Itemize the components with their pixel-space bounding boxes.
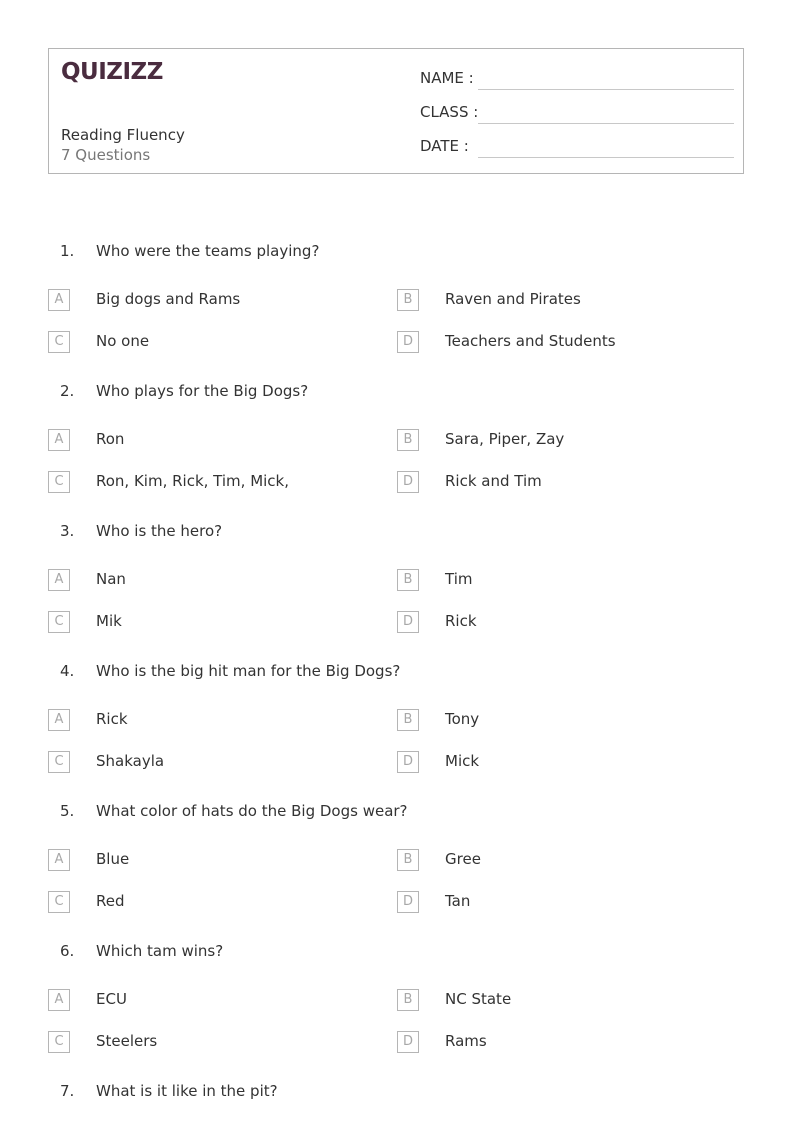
q6-option-b[interactable] (397, 989, 737, 1013)
option-letter-box[interactable]: A (48, 709, 70, 731)
class-field[interactable] (420, 103, 734, 123)
question-count: 7 Questions (61, 146, 151, 164)
question-number: 7. (60, 1082, 75, 1100)
q2-option-a[interactable] (48, 429, 388, 453)
option-letter-box[interactable]: A (48, 289, 70, 311)
question-text: Who were the teams playing? (96, 242, 320, 260)
q4-option-d[interactable] (397, 751, 737, 775)
option-text: Ron (96, 430, 125, 448)
class-line[interactable] (478, 123, 734, 124)
option-letter-box[interactable]: A (48, 849, 70, 871)
name-label: NAME : (420, 69, 474, 87)
question-text: What is it like in the pit? (96, 1082, 278, 1100)
option-letter-box[interactable]: B (397, 289, 419, 311)
option-text: Blue (96, 850, 130, 868)
date-line[interactable] (478, 157, 734, 158)
option-text: Tony (445, 710, 480, 728)
class-label: CLASS : (420, 103, 479, 121)
question-text: What color of hats do the Big Dogs wear? (96, 802, 408, 820)
option-text: Big dogs and Rams (96, 290, 241, 308)
option-letter-box[interactable]: C (48, 471, 70, 493)
option-letter-box[interactable]: A (48, 989, 70, 1011)
option-letter-box[interactable]: B (397, 989, 419, 1011)
question-text: Who is the big hit man for the Big Dogs? (96, 662, 401, 680)
option-text: Tan (445, 892, 471, 910)
q4-option-c[interactable] (48, 751, 388, 775)
option-text: No one (96, 332, 150, 350)
q1-option-c[interactable] (48, 331, 388, 355)
q6-option-a[interactable] (48, 989, 388, 1013)
question-text: Who is the hero? (96, 522, 223, 540)
q4-option-b[interactable] (397, 709, 737, 733)
q2-option-b[interactable] (397, 429, 737, 453)
worksheet-title: Reading Fluency (61, 126, 185, 144)
q6-option-c[interactable] (48, 1031, 388, 1055)
option-letter-box[interactable]: B (397, 709, 419, 731)
option-text: Gree (445, 850, 481, 868)
worksheet-header (48, 48, 744, 174)
q1-option-b[interactable] (397, 289, 737, 313)
q3-option-b[interactable] (397, 569, 737, 593)
quizizz-logo: QUIZIZZ (61, 59, 163, 85)
question-number: 3. (60, 522, 75, 540)
q2-option-d[interactable] (397, 471, 737, 495)
option-letter-box[interactable]: B (397, 569, 419, 591)
question-text: Who plays for the Big Dogs? (96, 382, 309, 400)
option-letter-box[interactable]: B (397, 429, 419, 451)
date-label: DATE : (420, 137, 469, 155)
option-text: Mik (96, 612, 122, 630)
q3-option-c[interactable] (48, 611, 388, 635)
option-text: Rick and Tim (445, 472, 542, 490)
q3-option-d[interactable] (397, 611, 737, 635)
question-number: 1. (60, 242, 75, 260)
option-letter-box[interactable]: C (48, 331, 70, 353)
option-text: NC State (445, 990, 512, 1008)
q6-option-d[interactable] (397, 1031, 737, 1055)
q1-option-a[interactable] (48, 289, 388, 313)
option-letter-box[interactable]: D (397, 891, 419, 913)
question-number: 5. (60, 802, 75, 820)
question-text: Which tam wins? (96, 942, 224, 960)
q4-option-a[interactable] (48, 709, 388, 733)
option-text: Raven and Pirates (445, 290, 581, 308)
option-text: Mick (445, 752, 480, 770)
option-letter-box[interactable]: A (48, 569, 70, 591)
option-letter-box[interactable]: D (397, 331, 419, 353)
q1-option-d[interactable] (397, 331, 737, 355)
option-letter-box[interactable]: C (48, 891, 70, 913)
option-text: Tim (445, 570, 473, 588)
q5-option-d[interactable] (397, 891, 737, 915)
option-letter-box[interactable]: D (397, 471, 419, 493)
option-letter-box[interactable]: D (397, 611, 419, 633)
option-text: Rams (445, 1032, 487, 1050)
question-number: 6. (60, 942, 75, 960)
option-text: Red (96, 892, 125, 910)
q5-option-c[interactable] (48, 891, 388, 915)
option-text: Teachers and Students (445, 332, 616, 350)
name-field[interactable] (420, 69, 734, 89)
option-text: Ron, Kim, Rick, Tim, Mick, (96, 472, 290, 490)
option-text: ECU (96, 990, 127, 1008)
date-field[interactable] (420, 137, 734, 157)
question-number: 4. (60, 662, 75, 680)
option-letter-box[interactable]: D (397, 1031, 419, 1053)
option-letter-box[interactable]: D (397, 751, 419, 773)
q5-option-a[interactable] (48, 849, 388, 873)
option-letter-box[interactable]: B (397, 849, 419, 871)
q2-option-c[interactable] (48, 471, 388, 495)
option-letter-box[interactable]: C (48, 1031, 70, 1053)
option-letter-box[interactable]: C (48, 751, 70, 773)
option-text: Steelers (96, 1032, 158, 1050)
option-text: Rick (96, 710, 128, 728)
option-text: Rick (445, 612, 477, 630)
option-letter-box[interactable]: C (48, 611, 70, 633)
q5-option-b[interactable] (397, 849, 737, 873)
q3-option-a[interactable] (48, 569, 388, 593)
question-number: 2. (60, 382, 75, 400)
option-text: Nan (96, 570, 126, 588)
option-letter-box[interactable]: A (48, 429, 70, 451)
option-text: Sara, Piper, Zay (445, 430, 565, 448)
option-text: Shakayla (96, 752, 165, 770)
name-line[interactable] (478, 89, 734, 90)
